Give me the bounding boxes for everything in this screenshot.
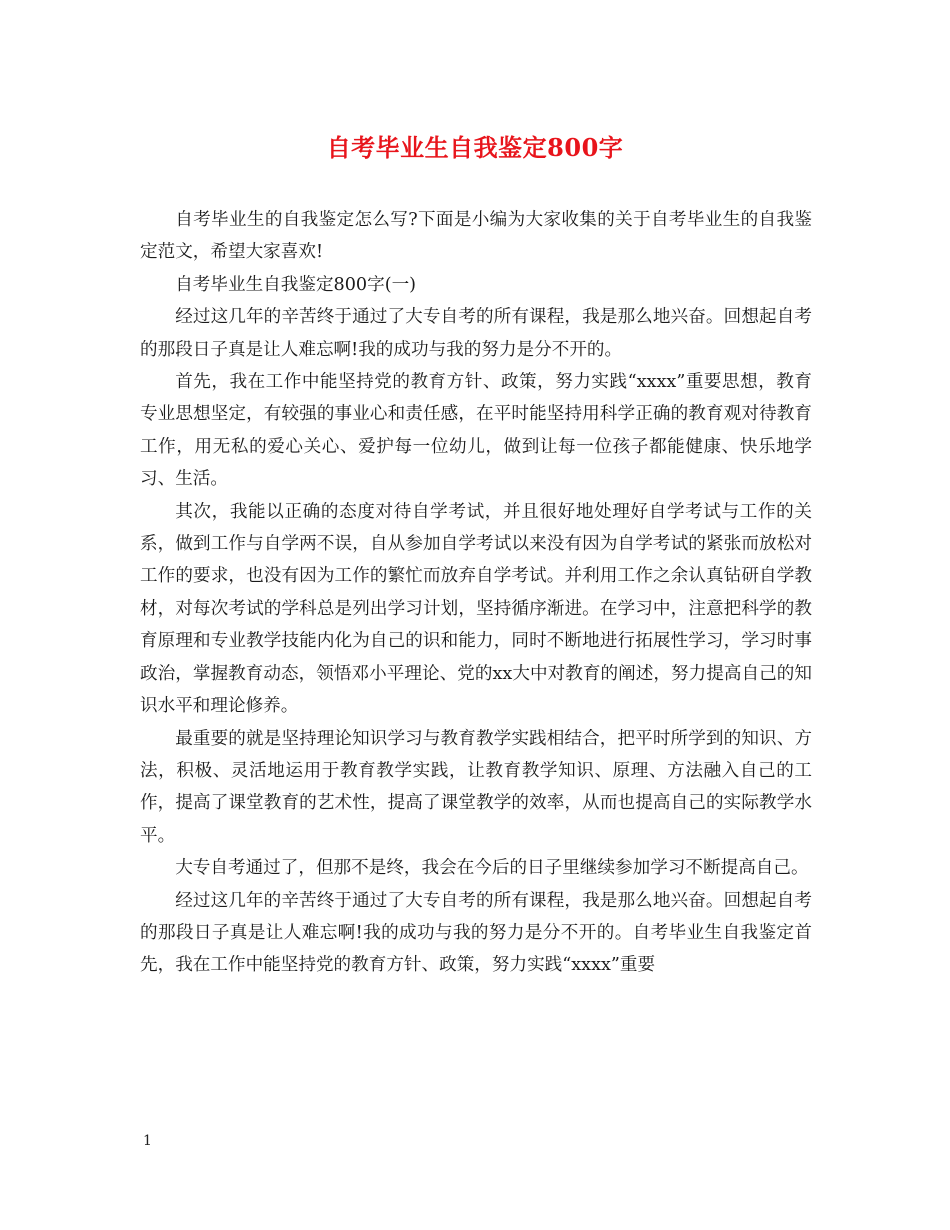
body-paragraph: 经过这几年的辛苦终于通过了大专自考的所有课程，我是那么地兴奋。回想起自考的那段日子真是让人难忘啊!我的成功与我的努力是分不开的。自考毕业生自我鉴定首先，我在工作中能坚持党的教育方针、政策，努力实践“xxxx”重要 <box>140 890 812 976</box>
body-paragraph: 最重要的就是坚持理论知识学习与教育教学实践相结合，把平时所学到的知识、方法，积极、灵活地运用于教育教学实践，让教育教学知识、原理、方法融入自己的工作，提高了课堂教育的艺术性，提高了课堂教学的效率，从而也提高自己的实际教学水平。 <box>140 728 812 846</box>
document-body <box>140 204 812 982</box>
page-number: 1 <box>143 1133 152 1149</box>
body-paragraph: 经过这几年的辛苦终于通过了大专自考的所有课程，我是那么地兴奋。回想起自考的那段日子真是让人难忘啊!我的成功与我的努力是分不开的。 <box>140 307 812 360</box>
body-paragraph: 大专自考通过了，但那不是终，我会在今后的日子里继续参加学习不断提高自己。 <box>175 858 809 879</box>
section-heading: 自考毕业生自我鉴定800字(一) <box>175 274 417 295</box>
body-paragraph: 其次，我能以正确的态度对待自学考试，并且很好地处理好自学考试与工作的关系，做到工作与自学两不误，自从参加自学考试以来没有因为自学考试的紧张而放松对工作的要求，也没有因为工作的繁忙而放弃自学考试。并利用工作之余认真钻研自学教材，对每次考试的学科总是列出学习计划，坚持循序渐进。在学习中，注意把科学的教育原理和专业教学技能内化为自己的识和能力，同时不断地进行拓展性学习，学习时事政治，掌握教育动态，领悟邓小平理论、党的xx大中对教育的阐述，努力提高自己的知识水平和理论修养。 <box>140 501 812 717</box>
body-paragraph: 首先，我在工作中能坚持党的教育方针、政策，努力实践“xxxx”重要思想，教育专业思想坚定，有较强的事业心和责任感，在平时能坚持用科学正确的教育观对待教育工作，用无私的爱心关心、爱护每一位幼儿，做到让每一位孩子都能健康、快乐地学习、生活。 <box>140 372 812 490</box>
intro-paragraph: 自考毕业生的自我鉴定怎么写?下面是小编为大家收集的关于自考毕业生的自我鉴定范文，希望大家喜欢! <box>140 210 812 263</box>
document-title: 自考毕业生自我鉴定800字 <box>326 133 624 162</box>
